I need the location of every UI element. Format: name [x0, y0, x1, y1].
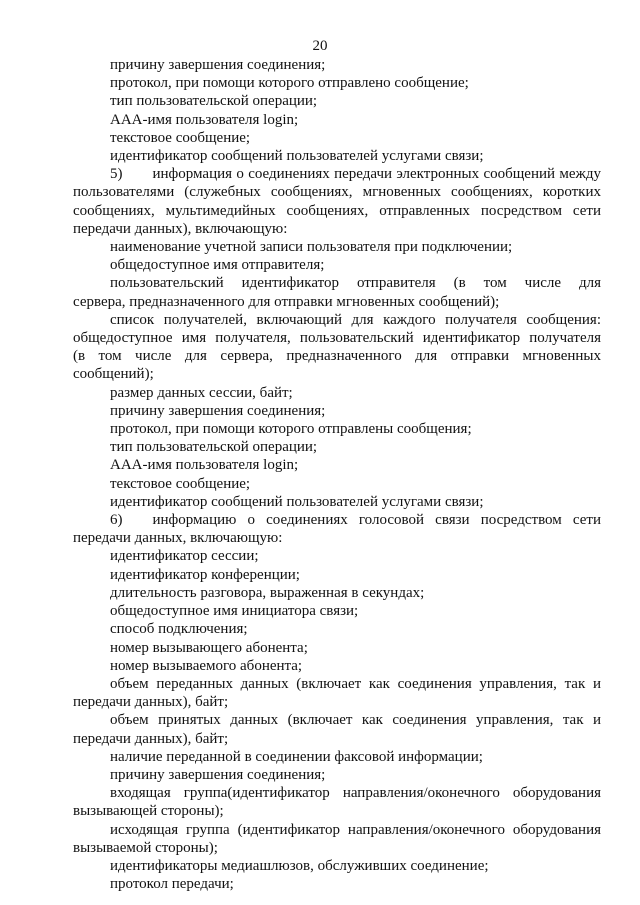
- text-line: протокол, при помощи которого отправлены сообщения;: [110, 421, 472, 438]
- text-line: причину завершения соединения;: [110, 766, 326, 783]
- text-line: (в том числе для сервера, предназначенного для отправки мгновенных: [73, 348, 601, 365]
- text-line: способ подключения;: [110, 621, 248, 638]
- text-line: наличие переданной в соединении факсовой информации;: [110, 748, 483, 765]
- text-line: протокол, при помощи которого отправлено сообщение;: [110, 75, 469, 92]
- text-line: общедоступное имя инициатора связи;: [110, 603, 359, 620]
- text-line: тип пользовательской операции;: [110, 93, 318, 110]
- text-line: идентификаторы медиашлюзов, обслуживших соединение;: [110, 857, 489, 874]
- text-line: вызывающей стороны);: [73, 803, 224, 820]
- text-line: входящая группа(идентификатор направления/оконечного оборудования: [110, 785, 601, 802]
- text-line: идентификатор конференции;: [110, 566, 300, 583]
- text-line: исходящая группа (идентификатор направления/оконечного оборудования: [110, 821, 601, 838]
- text-line: передачи данных, включающую:: [73, 530, 283, 547]
- text-line: номер вызываемого абонента;: [110, 657, 303, 674]
- document-body: [73, 56, 601, 893]
- text-line: список получателей, включающий для каждого получателя сообщения:: [110, 311, 601, 328]
- text-line: идентификатор сообщений пользователей услугами связи;: [110, 493, 484, 510]
- text-line: общедоступное имя получателя, пользовательский идентификатор получателя: [73, 330, 601, 347]
- text-line: сервера, предназначенного для отправки мгновенных сообщений);: [73, 293, 500, 310]
- text-line: номер вызывающего абонента;: [110, 639, 308, 656]
- text-line: длительность разговора, выраженная в секундах;: [110, 584, 425, 601]
- text-line: 5) информация о соединениях передачи электронных сообщений между: [110, 166, 601, 183]
- text-line: наименование учетной записи пользователя при подключении;: [110, 239, 513, 256]
- text-line: сообщениях, мультимедийных сообщениях, отправленных посредством сети: [73, 202, 601, 219]
- text-line: причину завершения соединения;: [110, 57, 326, 73]
- text-line: передачи данных), байт;: [73, 694, 229, 711]
- text-line: текстовое сообщение;: [110, 475, 251, 492]
- text-line: ААА-имя пользователя login;: [110, 457, 299, 474]
- text-line: текстовое сообщение;: [110, 129, 251, 146]
- text-line: 6) информацию о соединениях голосовой связи посредством сети: [110, 512, 601, 529]
- page-number: 20: [312, 38, 328, 54]
- text-line: причину завершения соединения;: [110, 402, 326, 419]
- text-line: общедоступное имя отправителя;: [110, 257, 325, 274]
- text-line: сообщений);: [73, 366, 154, 383]
- text-line: объем принятых данных (включает как соединения управления, так и: [110, 712, 601, 729]
- text-line: тип пользовательской операции;: [110, 439, 318, 456]
- text-line: ААА-имя пользователя login;: [110, 111, 299, 128]
- text-line: пользователями (служебных сообщениях, мгновенных сообщениях, коротких: [73, 184, 601, 201]
- text-line: передачи данных), включающую:: [73, 220, 288, 237]
- text-line: объем переданных данных (включает как соединения управления, так и: [110, 675, 601, 692]
- text-line: вызываемой стороны);: [73, 839, 218, 856]
- text-line: идентификатор сессии;: [110, 548, 259, 565]
- text-line: передачи данных), байт;: [73, 730, 229, 747]
- text-line: размер данных сессии, байт;: [110, 384, 293, 401]
- text-line: идентификатор сообщений пользователей услугами связи;: [110, 148, 484, 165]
- text-line: пользовательский идентификатор отправителя (в том числе для: [110, 275, 601, 292]
- text-line: протокол передачи;: [110, 876, 234, 893]
